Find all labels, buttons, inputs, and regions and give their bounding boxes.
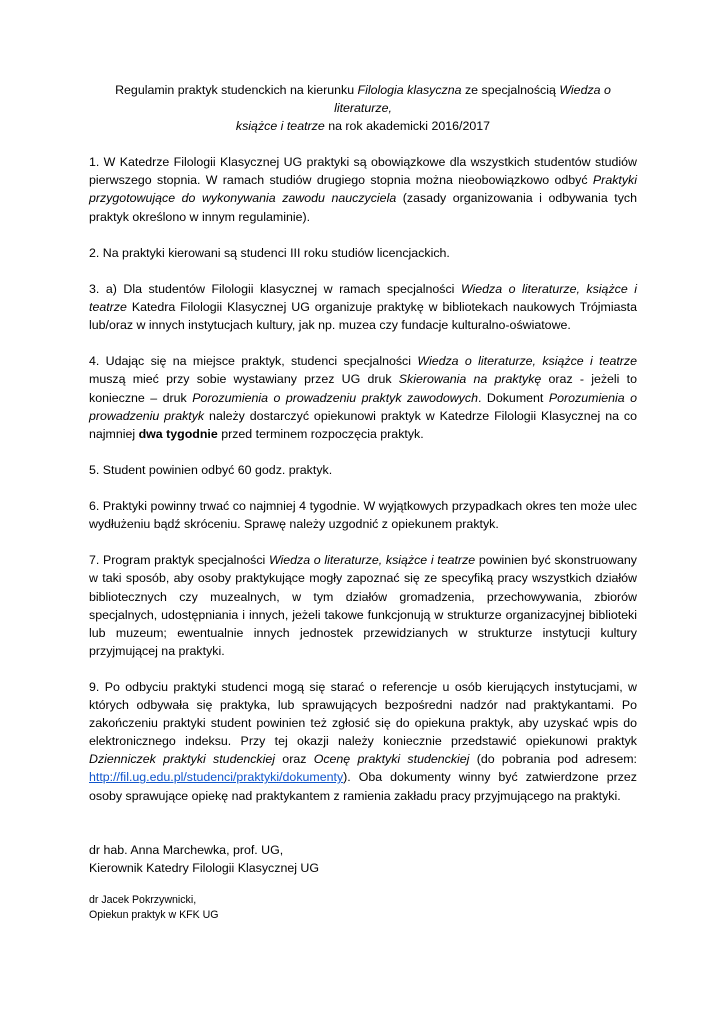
p4-text: oraz - jeżeli to konieczne – druk bbox=[89, 372, 637, 405]
title-academic-year: na rok akademicki 2016/2017 bbox=[324, 119, 491, 134]
p3-italic: Wiedza o literaturze, książce i teatrze bbox=[89, 281, 637, 315]
signatures bbox=[89, 841, 637, 924]
p3-text: 3. a) Dla studentów Filologii klasycznej w ramach specjalności bbox=[89, 281, 461, 296]
p1-text-end: (zasady organizowania i odbywania tych praktyk określono w innym regulaminie). bbox=[89, 191, 637, 224]
p4-text: 4. Udając się na miejsce praktyk, studenci specjalności bbox=[89, 354, 418, 369]
p4-text: muszą mieć przy sobie wystawiany przez UG druk bbox=[89, 372, 399, 387]
p4-bold: dwa tygodnie bbox=[138, 426, 218, 441]
paragraph-6: 6. Praktyki powinny trwać co najmniej 4 tygodnie. W wyjątkowych przypadkach okres ten może ulec wydłużeniu bądź skróceniu. Sprawę należy uzgodnić z opiekunem praktyk. bbox=[89, 499, 637, 532]
title-text: ze specjalnością bbox=[461, 83, 560, 97]
p1-text: 1. W Katedrze Filologii Klasycznej UG praktyki są obowiązkowe dla wszystkich studentów studiów pierwszego stopnia. W ramach studiów drugiego stopnia można nieobowiązkowo odbyć bbox=[89, 155, 637, 188]
p9-italic: Ocenę praktyki studenckiej bbox=[313, 752, 470, 767]
p4-italic: Porozumienia o prowadzeniu praktyk zawodowych bbox=[192, 390, 478, 405]
document-body bbox=[89, 81, 637, 924]
paragraph-7 bbox=[89, 551, 637, 660]
paragraph-9 bbox=[89, 678, 637, 805]
paragraph-2: 2. Na praktyki kierowani są studenci III roku studiów licencjackich. bbox=[89, 245, 450, 260]
paragraph-1 bbox=[89, 153, 637, 225]
p7-text-end: powinien być skonstruowany w taki sposób, aby osoby praktykujące mogły zapoznać się ze specyfiką pracy wszystkich działów bibliotecznych czy muzealnych, w tym działów gromadzenia, przechowywania, zbiorów specjalnych, udostępniania i innych, jeżeli takowe funkcjonują w strukturze organizacyjnej biblioteki lub muzeum; ewentualnie innych jednostek przewidzianych w strukturze instytucji kultury przyjmującej na praktyki. bbox=[89, 553, 637, 658]
title-text: Regulamin praktyk studenckich na kierunku bbox=[115, 83, 358, 97]
title-specialty-cont: książce i teatrze bbox=[235, 119, 325, 134]
signature-supervisor-role: Opiekun praktyk w KFK UG bbox=[89, 909, 219, 922]
p4-italic: Skierowania na praktykę bbox=[398, 372, 542, 387]
p3-text-end: Katedra Filologii Klasycznej UG organizuje praktykę w bibliotekach naukowych Trójmiasta lub/oraz w innych instytucjach kultury, jak np. muzea czy fundacje kulturalno-oświatowe. bbox=[89, 300, 637, 333]
signature-supervisor-name: dr Jacek Pokrzywnicki, bbox=[89, 893, 197, 906]
p4-text-end: przed terminem rozpoczęcia praktyk. bbox=[217, 426, 424, 441]
signature-head-name: dr hab. Anna Marchewka, prof. UG, bbox=[89, 842, 284, 857]
page-title bbox=[89, 81, 637, 135]
p7-italic: Wiedza o literaturze, książce i teatrze bbox=[268, 553, 476, 568]
p9-text: 9. Po odbyciu praktyki studenci mogą się starać o referencje u osób kierujących instytucjami, w których odbywała się praktyka, lub sprawujących bezpośredni nadzór nad praktykantami. Po zakończeniu praktyki student powinien też zgłosić się do opiekuna praktyk, aby uzyskać wpis do elektronicznego indeksu. Przy tej okazji należy koniecznie przedstawić opiekunowi praktyk bbox=[89, 680, 637, 749]
p7-text: 7. Program praktyk specjalności bbox=[89, 553, 269, 568]
p1-italic: Praktyki przygotowujące do wykonywania zawodu nauczyciela bbox=[89, 173, 637, 206]
paragraph-3 bbox=[89, 280, 637, 334]
p4-italic: Porozumienia o prowadzeniu praktyk bbox=[89, 390, 637, 423]
p4-text: . Dokument bbox=[477, 390, 549, 405]
p4-italic: Wiedza o literaturze, książce i teatrze bbox=[417, 354, 638, 369]
paragraph-4 bbox=[89, 352, 637, 442]
p4-text: należy dostarczyć opiekunowi praktyk w Katedrze Filologii Klasycznej na co najmniej bbox=[89, 408, 637, 441]
title-specialty: Wiedza o literaturze, bbox=[334, 83, 611, 116]
p9-italic: Dzienniczek praktyki studenckiej bbox=[89, 752, 276, 767]
p9-text: (do pobrania pod adresem: bbox=[469, 752, 637, 767]
paragraph-5: 5. Student powinien odbyć 60 godz. praktyk. bbox=[89, 462, 333, 477]
p9-text-end: ). Oba dokumenty winny być zatwierdzone przez osoby sprawujące opiekę nad praktykantem z ramienia zakładu pracy przyjmującego na praktyki. bbox=[89, 770, 637, 803]
p9-text: oraz bbox=[275, 752, 314, 767]
signature-head-role: Kierownik Katedry Filologii Klasycznej UG bbox=[89, 860, 320, 875]
signature-supervisor bbox=[89, 893, 637, 924]
documents-link[interactable]: http://fil.ug.edu.pl/studenci/praktyki/dokumenty bbox=[89, 770, 344, 785]
title-field-name: Filologia klasyczna bbox=[357, 83, 462, 97]
signature-head bbox=[89, 841, 637, 877]
